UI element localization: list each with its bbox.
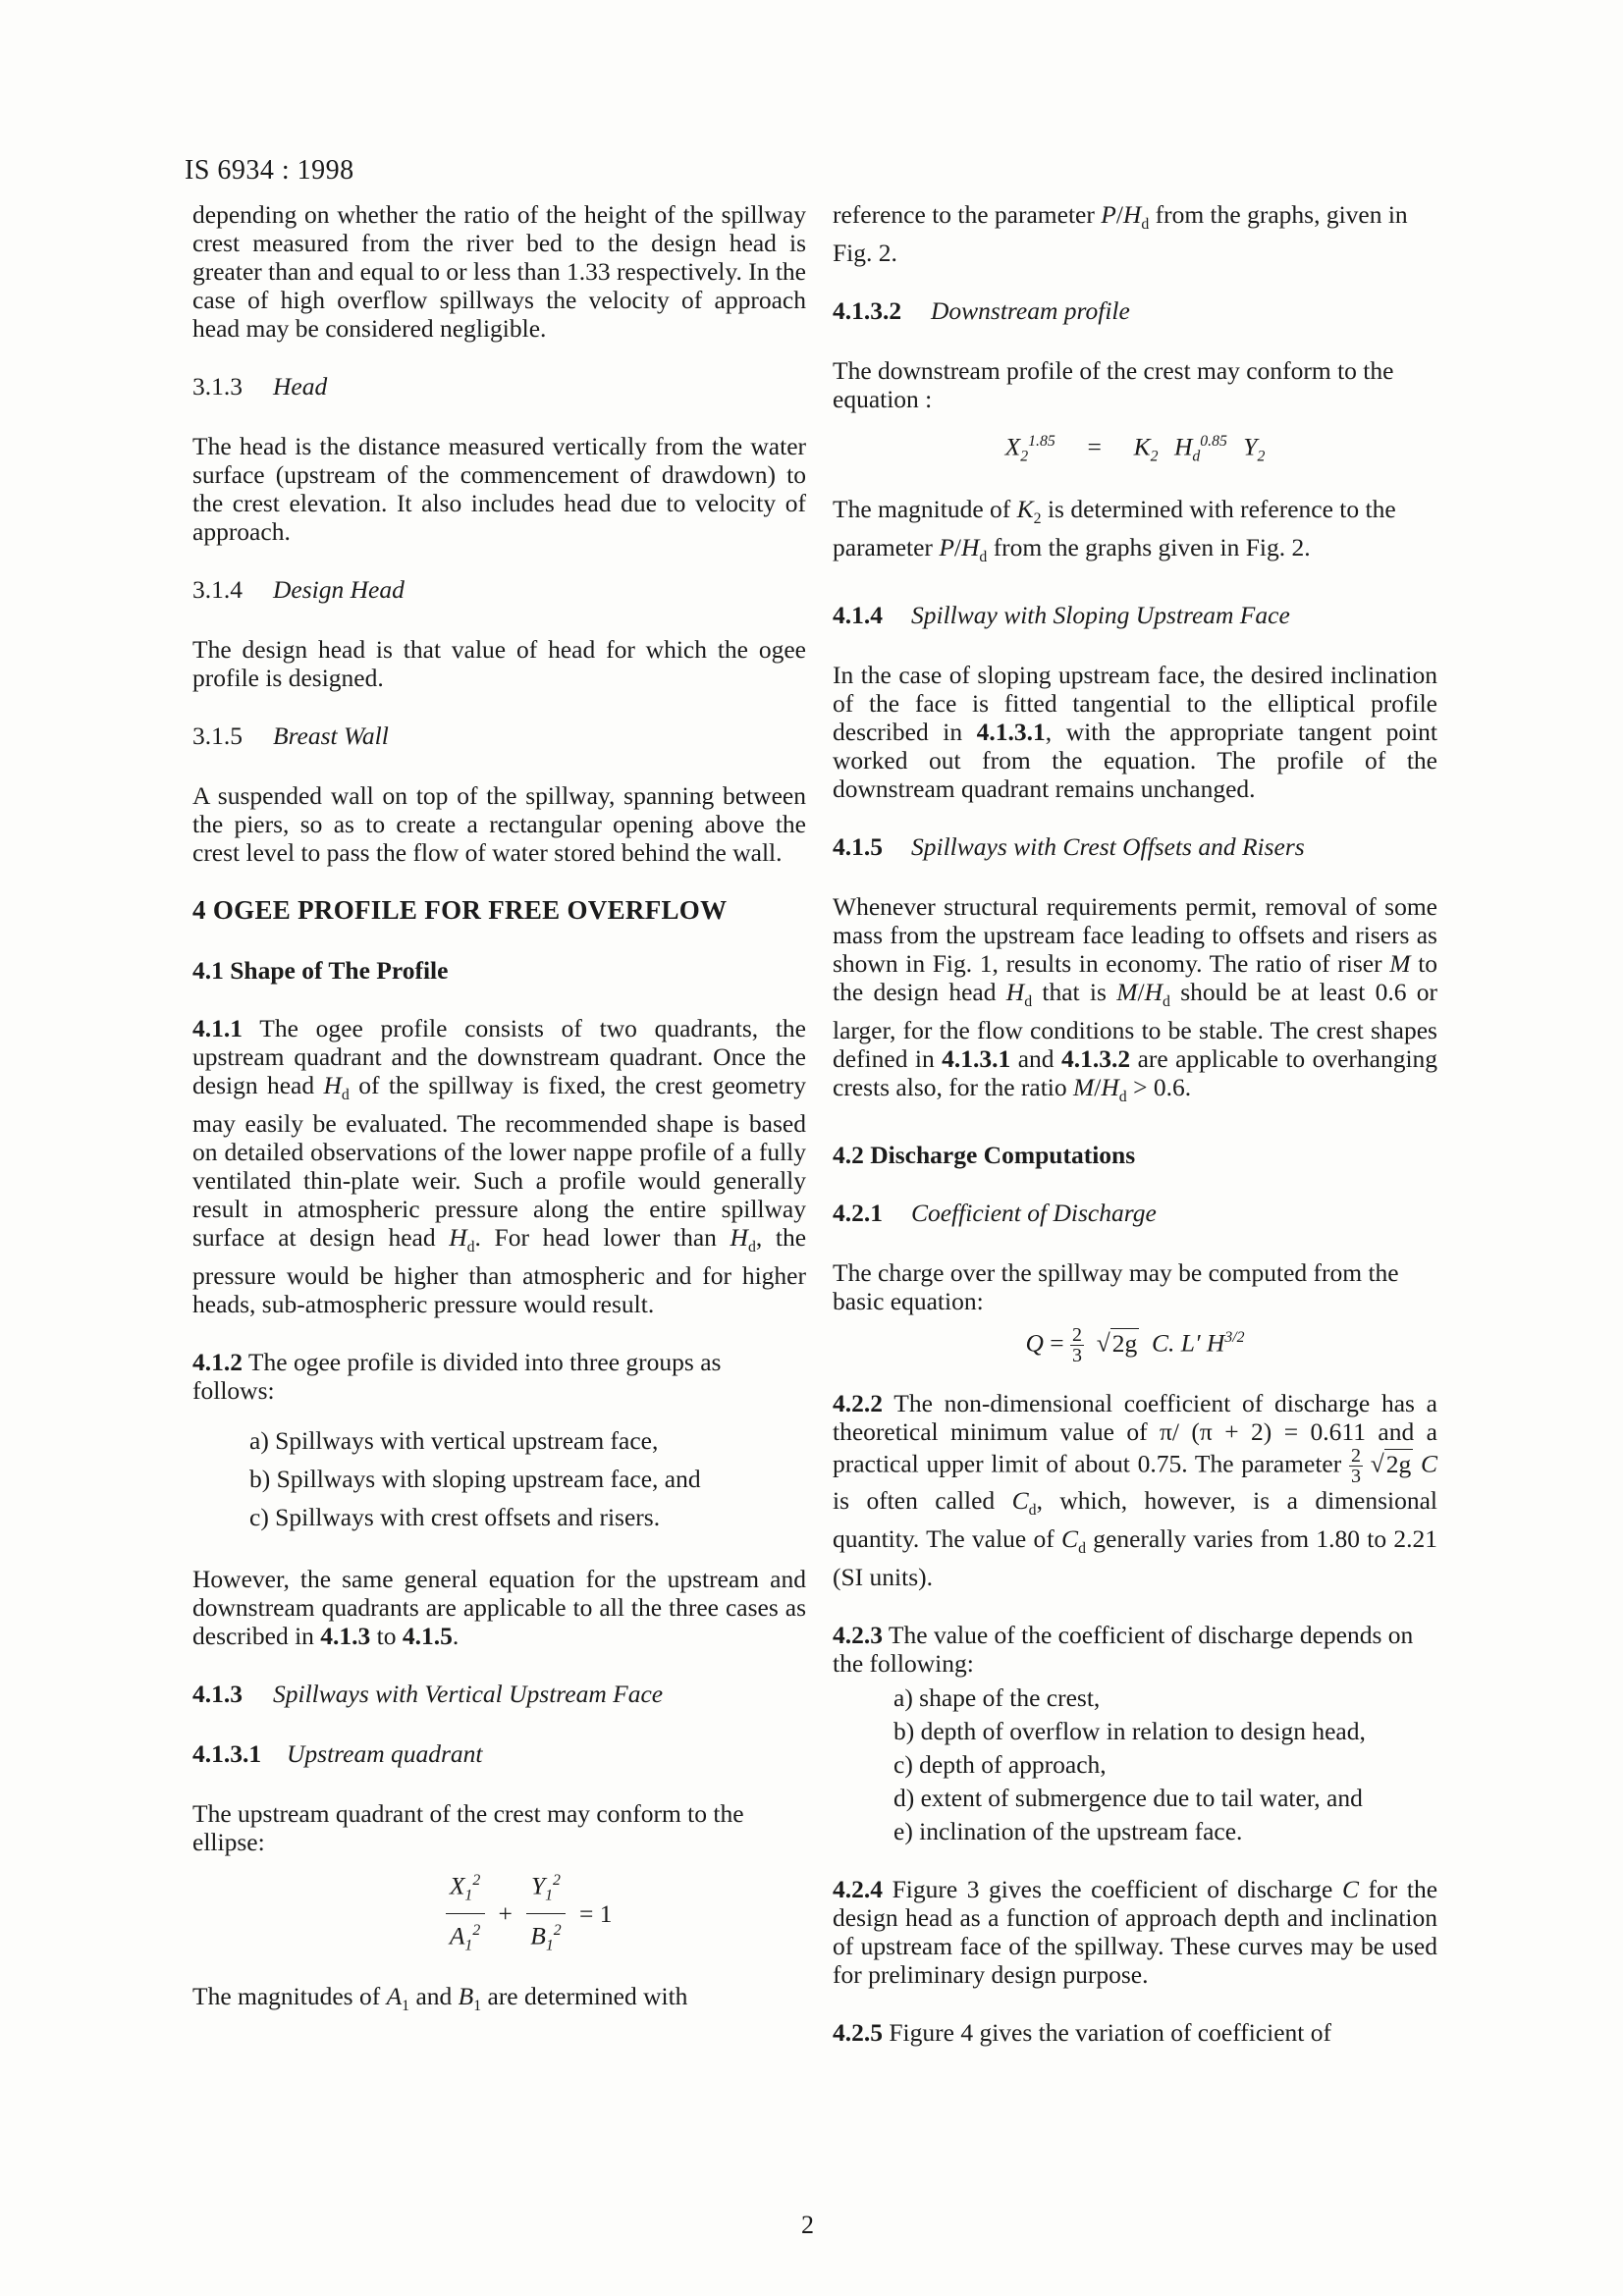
paragraph-4-2-3: 4.2.3 The value of the coefficient of discharge depends on the following: <box>833 1621 1414 1679</box>
paragraph-offsets-risers: Whenever structural requirements permit, removal of some mass from the upstream face leading to offsets and risers as shown in Fig. 1, results in economy. The ratio of riser M to the design head $H_d$ that is $M/H_d$ should be at least 0.6 or larger, for the flow conditions to be stable. The crest shapes defined in 4.1.3.1 and 4.1.3.2 are applicable to overhanging crests also, for the ratio $M/H_d > 0.6$. <box>833 891 1438 1106</box>
paragraph-k2: The magnitude of $K_2$ is determined with reference to the parameter $P/H_d$ from the graphs given in Fig. 2. <box>833 494 1396 565</box>
downstream-equation: $X_2^{1.85} = K_2$ $H_d^{0.85}$ $Y_2$ <box>1004 432 1266 465</box>
list-item: a) Spillways with vertical upstream face, <box>249 1426 659 1456</box>
paragraph-downstream: The downstream profile of the crest may conform to the equation : <box>833 356 1394 414</box>
paragraph-4-2-2: 4.2.2 The non-dimensional coefficient of discharge has a theoretical minimum value of π/ (π + 2) = 0.611 and a practical upper limit of about 0.75. The parameter $\frac{2}{3}$ √2g C is often called $C_d$, which, however, is a dimensional quantity. The value of $C_d$ generally varies from 1.80 to 2.21 (SI units). <box>833 1389 1438 1592</box>
paragraph-4-2-4: 4.2.4 Figure 3 gives the coefficient of discharge C for the design head as a function of approach depth and inclination of upstream face of the spillway. These curves may be used for preliminary design purpose. <box>833 1875 1438 1990</box>
paragraph-upstream-quadrant: The upstream quadrant of the crest may conform to the ellipse: <box>192 1799 744 1857</box>
paragraph-4-1-1: 4.1.1 The ogee profile consists of two quadrants, the upstream quadrant and the downstream quadrant. Once the design head $H_d$ of the spillway is fixed, the crest geometry may easily be evaluated. The recommended shape is based on detailed observations of the lower nappe profile of a fully ventilated thin-plate weir. Such a profile would generally result in atmospheric pressure along the entire spillway surface at design head $H_d$. For head lower than $H_d$, the pressure would be higher than atmospheric and for higher heads, sub-atmospheric pressure would result. <box>192 1014 807 1319</box>
list-item: e) inclination of the upstream face. <box>893 1817 1243 1846</box>
discharge-factors-list <box>893 1683 1437 1845</box>
paragraph-head: The head is the distance measured vertically from the water surface (upstream of the commencement of drawdown) to the crest elevation. It also includes head due to velocity of approach. <box>192 432 806 546</box>
section-heading-4-2-1: 4.2.1 Coefficient of Discharge <box>833 1199 1157 1228</box>
standard-number: IS 6934 : 1998 <box>185 155 354 186</box>
paragraph-reference: reference to the parameter $P/H_d$ from the graphs, given in Fig. 2. <box>833 200 1408 268</box>
section-heading-4-1-3-1: 4.1.3.1 Upstream quadrant <box>192 1739 483 1769</box>
paragraph-charge: The charge over the spillway may be computed from the basic equation: <box>833 1258 1399 1316</box>
section-heading-3-1-3: 3.1.3 Head <box>192 372 328 400</box>
section-heading-4-2: 4.2 Discharge Computations <box>833 1141 1136 1170</box>
paragraph-magnitudes: The magnitudes of $A_1$ and $B_1$ are determined with <box>192 1982 688 2015</box>
section-heading-4-1-5: 4.1.5 Spillways with Crest Offsets and Risers <box>833 831 1305 861</box>
spillway-groups-list <box>249 1426 806 1531</box>
paragraph-breast-wall: A suspended wall on top of the spillway, spanning between the piers, so as to create a rectangular opening above the crest level to pass the flow of water stored behind the wall. <box>192 781 806 867</box>
paragraph-4-2-5: 4.2.5 Figure 4 gives the variation of coefficient of <box>833 2018 1331 2048</box>
section-heading-4-1-4: 4.1.4 Spillway with Sloping Upstream Face <box>833 600 1290 629</box>
paragraph-4-1-2: 4.1.2 The ogee profile is divided into three groups as follows: <box>192 1348 722 1406</box>
paragraph-however: However, the same general equation for the upstream and downstream quadrants are applicable to all the three cases as described in 4.1.3 to 4.1.5. <box>192 1565 806 1651</box>
section-heading-3-1-5: 3.1.5 Breast Wall <box>192 721 389 750</box>
paragraph: depending on whether the ratio of the height of the spillway crest measured from the river bed to the design head is greater than and equal to or less than 1.33 respectively. In the case of high overflow spillways the velocity of approach head may be considered negligible. <box>192 200 806 343</box>
page-number: 2 <box>801 2211 814 2239</box>
paragraph-design-head: The design head is that value of head for which the ogee profile is designed. <box>192 635 806 692</box>
left-column <box>192 200 806 2020</box>
right-column <box>833 200 1437 2047</box>
list-item: c) Spillways with crest offsets and risers. <box>249 1503 661 1532</box>
discharge-equation: Q = $\frac{2}{3}$ √2g C. L′ $H^{3/2}$ <box>1025 1324 1245 1367</box>
list-item: d) extent of submergence due to tail water, and <box>893 1784 1363 1813</box>
section-heading-4-1: 4.1 Shape of The Profile <box>192 956 449 985</box>
list-item: b) depth of overflow in relation to design head, <box>893 1717 1366 1746</box>
ellipse-equation: $\frac{X_1^2}{A_1^2}$ + $\frac{Y_1^2}{B_1^2}$ = 1 <box>192 1864 806 1962</box>
section-heading-3-1-4: 3.1.4 Design Head <box>192 575 405 604</box>
chapter-heading-4: 4 OGEE PROFILE FOR FREE OVERFLOW <box>192 895 728 925</box>
paragraph-sloping-face: In the case of sloping upstream face, the desired inclination of the face is fitted tangential to the elliptical profile described in 4.1.3.1, with the appropriate tangent point worked out from the equation. The profile of the downstream quadrant remains unchanged. <box>833 660 1437 803</box>
section-heading-4-1-3-2: 4.1.3.2 Downstream profile <box>833 296 1130 326</box>
section-heading-4-1-3: 4.1.3 Spillways with Vertical Upstream Face <box>192 1680 664 1709</box>
list-item: b) Spillways with sloping upstream face, and <box>249 1465 701 1494</box>
list-item: a) shape of the crest, <box>893 1683 1101 1713</box>
list-item: c) depth of approach, <box>893 1750 1107 1780</box>
